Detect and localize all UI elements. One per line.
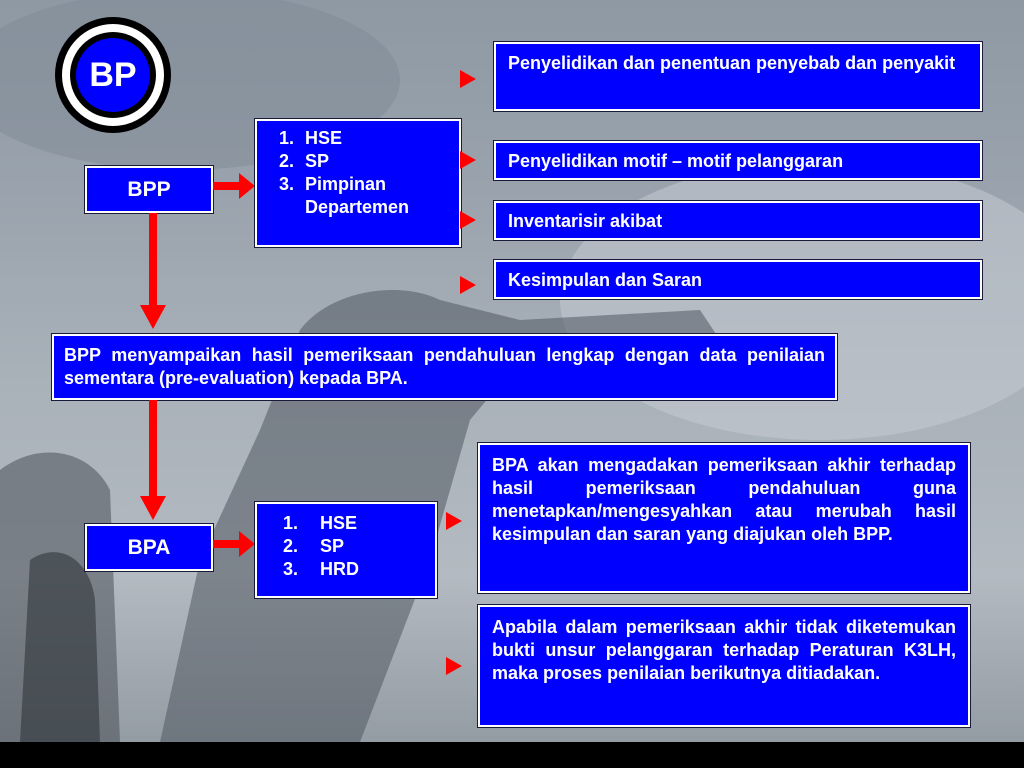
bpa-members-box <box>255 502 437 598</box>
down-arrow-head <box>140 305 166 329</box>
bpp-label: BPP <box>127 178 171 201</box>
bpp-members-box <box>255 119 461 247</box>
list-item <box>283 535 435 558</box>
bpp-task-text: Penyelidikan motif – motif pelanggaran <box>508 151 844 171</box>
bpa-note-box <box>478 443 970 593</box>
note-pointer <box>446 512 462 530</box>
bpp-task-box <box>494 141 982 180</box>
list-item <box>279 127 459 150</box>
bpp-task-text: Kesimpulan dan Saran <box>508 270 703 290</box>
bp-logo-ring <box>62 24 164 126</box>
list-item-number: 2. <box>283 536 299 556</box>
bp-logo-text: BP <box>89 55 137 94</box>
list-item <box>279 173 459 219</box>
list-item-number: 2. <box>279 151 295 171</box>
list-item-number: 3. <box>279 174 295 194</box>
note-pointer <box>446 657 462 675</box>
bpp-arrow-head <box>239 173 255 199</box>
task-pointer <box>460 211 476 229</box>
list-item-text: HSE <box>305 128 343 148</box>
bpa-note-text: Apabila dalam pemeriksaan akhir tidak diketemukan bukti unsur pelanggaran terhadap Peraturan K3LH, maka proses penilaian berikutnya ditiadakan. <box>492 617 956 683</box>
bpp-arrow-shaft <box>213 182 239 190</box>
bpa-note-box <box>478 605 970 727</box>
bpp-task-box <box>494 260 982 299</box>
list-item-text: SP <box>305 151 330 171</box>
list-item-text: Pimpinan Departemen <box>305 174 410 217</box>
bp-logo-disc <box>70 32 156 118</box>
list-item-text: SP <box>320 536 345 556</box>
list-item-number: 1. <box>283 513 299 533</box>
list-item <box>283 558 435 581</box>
bpa-arrow-head <box>239 531 255 557</box>
list-item <box>283 512 435 535</box>
bpa-note-text: BPA akan mengadakan pemeriksaan akhir terhadap hasil pemeriksaan pendahuluan guna menetapkan/mengesyahkan atau merubah hasil kesimpulan dan saran yang diajukan oleh BPP. <box>492 455 956 544</box>
bpp-task-text: Inventarisir akibat <box>508 211 663 231</box>
list-item-text: HRD <box>320 559 359 579</box>
bp-logo <box>55 17 171 133</box>
bpa-label: BPA <box>127 536 171 559</box>
bpa-members-list <box>283 512 435 581</box>
task-pointer <box>460 151 476 169</box>
down-arrow-shaft <box>149 213 157 305</box>
list-item-number: 3. <box>283 559 299 579</box>
down-arrow-shaft <box>149 400 157 496</box>
bpp-task-box <box>494 201 982 240</box>
bpp-box <box>85 166 213 213</box>
bpp-members-list <box>279 127 459 219</box>
bpp-task-text: Penyelidikan dan penentuan penyebab dan penyakit <box>508 53 956 73</box>
bpa-box <box>85 524 213 571</box>
task-pointer <box>460 70 476 88</box>
bottom-bar <box>0 742 1024 768</box>
list-item <box>279 150 459 173</box>
list-item-number: 1. <box>279 128 295 148</box>
bpp-task-box <box>494 42 982 111</box>
bg-figure-silhouette <box>20 552 100 742</box>
task-pointer <box>460 276 476 294</box>
bpa-arrow-shaft <box>213 540 239 548</box>
summary-text: BPP menyampaikan hasil pemeriksaan pendahuluan lengkap dengan data penilaian sementara (pre-evaluation) kepada BPA. <box>64 345 825 388</box>
down-arrow-head <box>140 496 166 520</box>
bp-logo-inner <box>76 38 150 112</box>
summary-box <box>52 334 837 400</box>
list-item-text: HSE <box>320 513 358 533</box>
